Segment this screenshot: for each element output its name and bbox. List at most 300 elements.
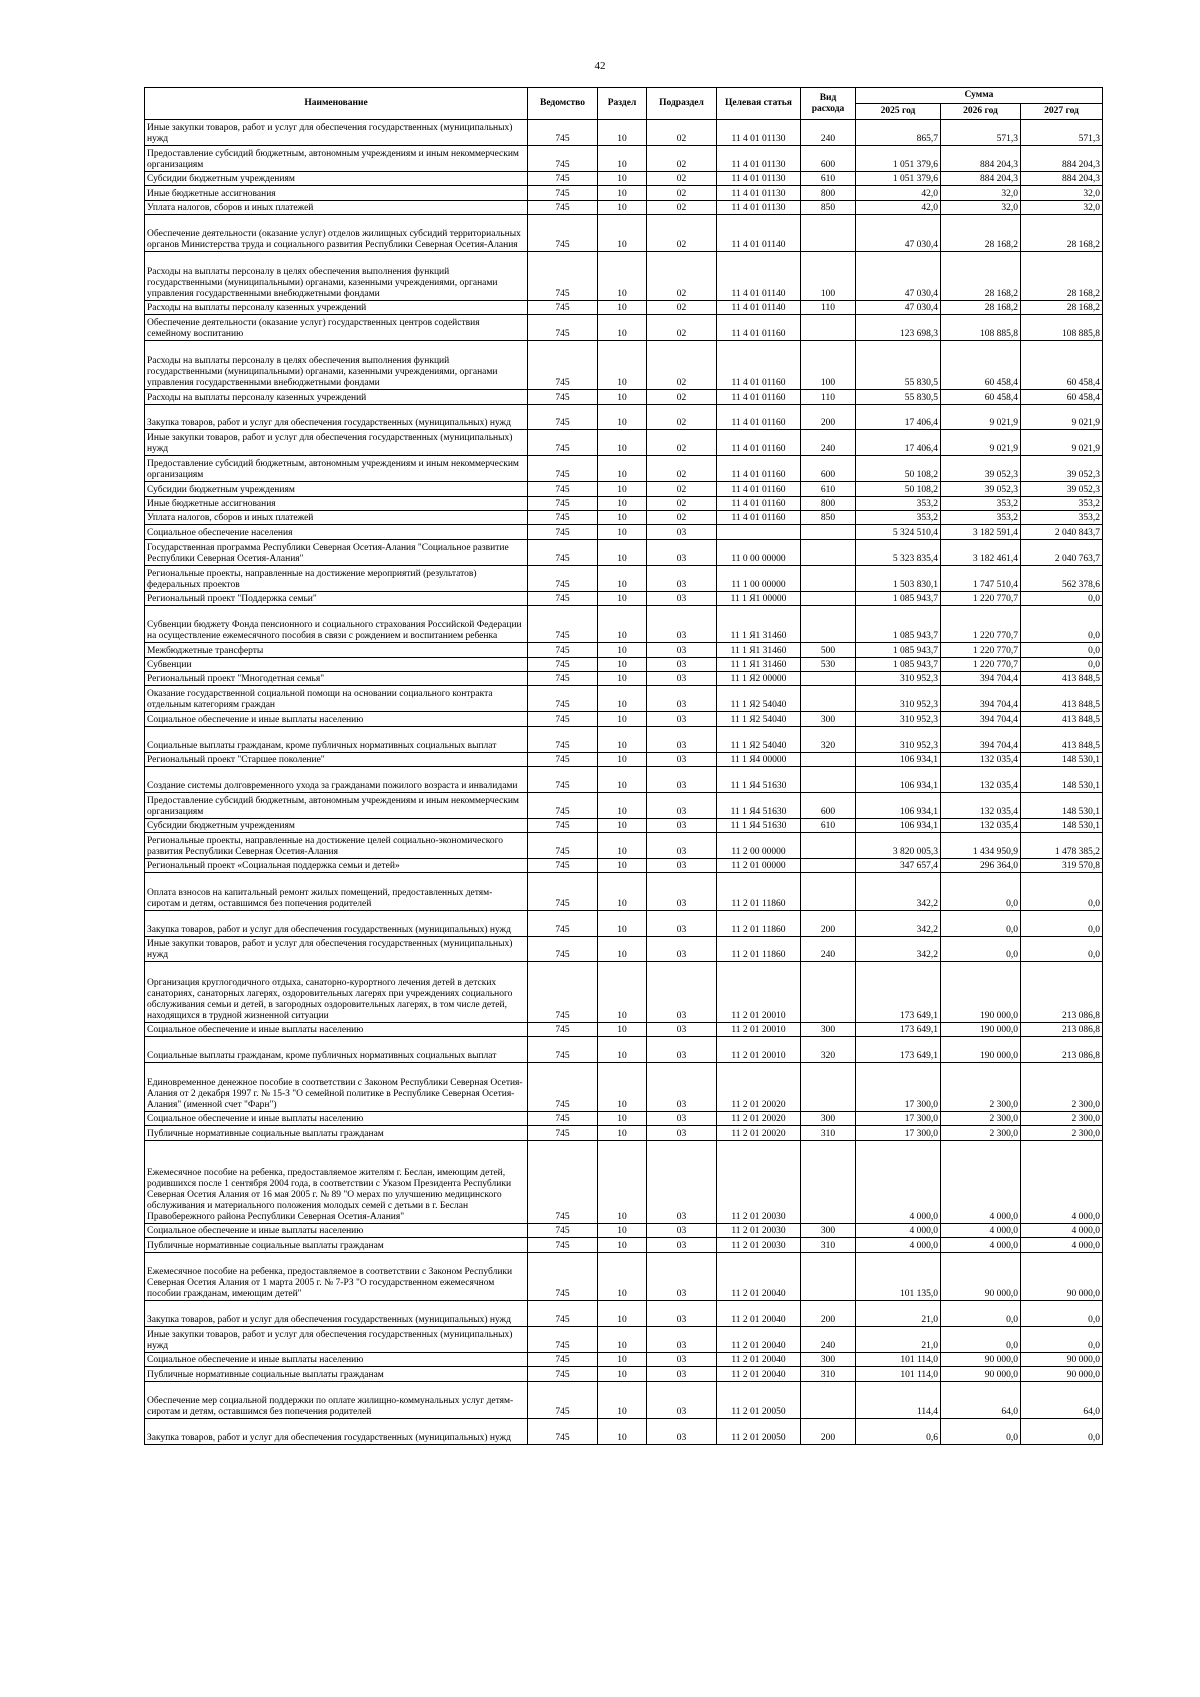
- row-name: Расходы на выплаты персоналу в целях обеспечения выполнения функций государственными (муниципальными) органами, казенными учреждениями, органами управления государственными внебюджетными фондами: [145, 341, 528, 390]
- row-target-article: 11 2 01 20040: [717, 1353, 801, 1367]
- row-amount-2025: 101 114,0: [856, 1367, 941, 1381]
- row-amount-2027: 28 168,2: [1021, 252, 1103, 301]
- row-subsection: 02: [647, 145, 717, 171]
- row-amount-2026: 39 052,3: [941, 456, 1021, 482]
- row-amount-2027: 0,0: [1021, 643, 1103, 657]
- row-department: 745: [528, 430, 598, 456]
- row-department: 745: [528, 1419, 598, 1445]
- row-department: 745: [528, 145, 598, 171]
- row-name: Расходы на выплаты персоналу казенных учреждений: [145, 390, 528, 404]
- table-row: [145, 1252, 1103, 1301]
- row-target-article: 11 4 01 01160: [717, 430, 801, 456]
- row-amount-2026: 28 168,2: [941, 301, 1021, 315]
- row-section: 10: [598, 482, 647, 496]
- row-amount-2027: 413 848,5: [1021, 672, 1103, 686]
- table-row: [145, 1301, 1103, 1327]
- header-section: Раздел: [598, 88, 647, 120]
- row-section: 10: [598, 496, 647, 510]
- table-row: [145, 120, 1103, 146]
- table-row: [145, 591, 1103, 605]
- row-amount-2025: 342,2: [856, 873, 941, 910]
- row-name: Предоставление субсидий бюджетным, автономным учреждениям и иным некоммерческим организациям: [145, 145, 528, 171]
- row-name: Региональный проект "Старшее поколение": [145, 752, 528, 766]
- row-department: 745: [528, 510, 598, 524]
- row-department: 745: [528, 1252, 598, 1301]
- row-amount-2025: 173 649,1: [856, 962, 941, 1022]
- row-expense-type: [801, 605, 856, 642]
- row-section: 10: [598, 1327, 647, 1353]
- row-amount-2027: 0,0: [1021, 591, 1103, 605]
- row-target-article: 11 4 01 01140: [717, 214, 801, 251]
- table-row: [145, 214, 1103, 251]
- row-target-article: 11 4 01 01130: [717, 120, 801, 146]
- row-expense-type: 240: [801, 120, 856, 146]
- row-target-article: 11 4 01 01130: [717, 145, 801, 171]
- row-department: 745: [528, 605, 598, 642]
- row-amount-2027: 413 848,5: [1021, 712, 1103, 726]
- row-section: 10: [598, 591, 647, 605]
- row-amount-2026: 1 220 770,7: [941, 643, 1021, 657]
- table-row: [145, 456, 1103, 482]
- row-name: Ежемесячное пособие на ребенка, предоставляемое жителям г. Беслан, имеющим детей, родившихся после 1 сентября 2004 года, в соответствии с Указом Президента Республики Северная Осетия Алания от 16 мая 2005 г. № 89 "О мерах по улучшению медицинского обслуживания и материального положения молодых семей с детьми в г. Беслан Правобережного района Республики Северная Осетия-Алания": [145, 1140, 528, 1223]
- row-expense-type: 600: [801, 145, 856, 171]
- row-section: 10: [598, 200, 647, 214]
- row-expense-type: 110: [801, 390, 856, 404]
- row-amount-2027: 2 300,0: [1021, 1063, 1103, 1112]
- row-amount-2026: 4 000,0: [941, 1140, 1021, 1223]
- row-expense-type: [801, 1063, 856, 1112]
- row-expense-type: 200: [801, 1419, 856, 1445]
- row-amount-2025: 310 952,3: [856, 672, 941, 686]
- row-subsection: 02: [647, 120, 717, 146]
- row-target-article: 11 1 Я1 00000: [717, 591, 801, 605]
- row-amount-2026: 64,0: [941, 1381, 1021, 1418]
- row-amount-2026: 0,0: [941, 1419, 1021, 1445]
- row-section: 10: [598, 1419, 647, 1445]
- row-amount-2025: 50 108,2: [856, 482, 941, 496]
- row-name: Публичные нормативные социальные выплаты гражданам: [145, 1238, 528, 1252]
- row-amount-2025: 1 051 379,6: [856, 171, 941, 185]
- row-amount-2026: 39 052,3: [941, 482, 1021, 496]
- row-amount-2026: 90 000,0: [941, 1252, 1021, 1301]
- row-subsection: 03: [647, 752, 717, 766]
- row-amount-2026: 884 204,3: [941, 145, 1021, 171]
- row-amount-2026: 571,3: [941, 120, 1021, 146]
- row-amount-2027: 148 530,1: [1021, 792, 1103, 818]
- row-department: 745: [528, 120, 598, 146]
- row-amount-2026: 4 000,0: [941, 1238, 1021, 1252]
- row-subsection: 03: [647, 818, 717, 832]
- row-amount-2026: 60 458,4: [941, 341, 1021, 390]
- row-amount-2025: 21,0: [856, 1301, 941, 1327]
- row-name: Социальное обеспечение и иные выплаты населению: [145, 1223, 528, 1237]
- row-name: Региональный проект "Многодетная семья": [145, 672, 528, 686]
- row-amount-2025: 21,0: [856, 1327, 941, 1353]
- row-amount-2026: 108 885,8: [941, 315, 1021, 341]
- row-department: 745: [528, 962, 598, 1022]
- row-department: 745: [528, 565, 598, 591]
- row-name: Иные закупки товаров, работ и услуг для обеспечения государственных (муниципальных) нужд: [145, 430, 528, 456]
- row-amount-2025: 342,2: [856, 910, 941, 936]
- row-expense-type: 850: [801, 510, 856, 524]
- row-name: Оплата взносов на капитальный ремонт жилых помещений, предоставленных детям-сиротам и детям, оставшимся без попечения родителей: [145, 873, 528, 910]
- row-section: 10: [598, 686, 647, 712]
- row-expense-type: [801, 962, 856, 1022]
- row-name: Обеспечение мер социальной поддержки по оплате жилищно-коммунальных услуг детям-сиротам и детям, оставшимся без попечения родителей: [145, 1381, 528, 1418]
- row-section: 10: [598, 430, 647, 456]
- row-amount-2025: 0,6: [856, 1419, 941, 1445]
- row-target-article: 11 2 01 20040: [717, 1327, 801, 1353]
- row-expense-type: 300: [801, 712, 856, 726]
- row-section: 10: [598, 252, 647, 301]
- row-section: 10: [598, 1063, 647, 1112]
- row-expense-type: [801, 1140, 856, 1223]
- row-name: Субвенции бюджету Фонда пенсионного и социального страхования Российской Федерации на осуществление ежемесячного пособия в связи с рождением и воспитанием ребенка: [145, 605, 528, 642]
- row-amount-2025: 106 934,1: [856, 752, 941, 766]
- row-amount-2026: 90 000,0: [941, 1367, 1021, 1381]
- row-subsection: 03: [647, 1037, 717, 1063]
- row-expense-type: 320: [801, 1037, 856, 1063]
- table-row: [145, 301, 1103, 315]
- row-name: Социальное обеспечение и иные выплаты населению: [145, 1022, 528, 1036]
- row-amount-2027: 32,0: [1021, 200, 1103, 214]
- row-amount-2025: 310 952,3: [856, 686, 941, 712]
- row-name: Социальные выплаты гражданам, кроме публичных нормативных социальных выплат: [145, 726, 528, 752]
- row-target-article: 11 2 01 20050: [717, 1419, 801, 1445]
- row-amount-2025: 5 323 835,4: [856, 539, 941, 565]
- row-name: Иные закупки товаров, работ и услуг для обеспечения государственных (муниципальных) нужд: [145, 1327, 528, 1353]
- row-department: 745: [528, 643, 598, 657]
- table-row: [145, 1037, 1103, 1063]
- row-amount-2026: 132 035,4: [941, 752, 1021, 766]
- row-amount-2026: 90 000,0: [941, 1353, 1021, 1367]
- row-amount-2026: 132 035,4: [941, 818, 1021, 832]
- row-expense-type: [801, 525, 856, 539]
- row-name: Социальное обеспечение населения: [145, 525, 528, 539]
- row-amount-2026: 3 182 591,4: [941, 525, 1021, 539]
- row-name: Предоставление субсидий бюджетным, автономным учреждениям и иным некоммерческим организациям: [145, 792, 528, 818]
- table-row: [145, 145, 1103, 171]
- row-name: Закупка товаров, работ и услуг для обеспечения государственных (муниципальных) нужд: [145, 404, 528, 430]
- row-amount-2027: 0,0: [1021, 605, 1103, 642]
- row-target-article: 11 4 01 01160: [717, 496, 801, 510]
- row-amount-2025: 353,2: [856, 496, 941, 510]
- row-name: Предоставление субсидий бюджетным, автономным учреждениям и иным некоммерческим организациям: [145, 456, 528, 482]
- table-row: [145, 1223, 1103, 1237]
- row-expense-type: 240: [801, 1327, 856, 1353]
- row-section: 10: [598, 873, 647, 910]
- row-department: 745: [528, 1140, 598, 1223]
- row-name: Региональный проект «Социальная поддержка семьи и детей»: [145, 859, 528, 873]
- row-department: 745: [528, 1126, 598, 1140]
- row-amount-2026: 394 704,4: [941, 686, 1021, 712]
- row-amount-2025: 3 820 005,3: [856, 833, 941, 859]
- row-amount-2027: 213 086,8: [1021, 1022, 1103, 1036]
- row-amount-2027: 60 458,4: [1021, 390, 1103, 404]
- row-name: Региональные проекты, направленные на достижение целей социально-экономического развития Республики Северная Осетия-Алания: [145, 833, 528, 859]
- row-expense-type: 100: [801, 252, 856, 301]
- row-amount-2027: 2 300,0: [1021, 1111, 1103, 1125]
- row-amount-2027: 90 000,0: [1021, 1353, 1103, 1367]
- table-row: [145, 1126, 1103, 1140]
- row-amount-2027: 884 204,3: [1021, 171, 1103, 185]
- row-target-article: 11 2 01 20050: [717, 1381, 801, 1418]
- row-name: Создание системы долговременного ухода за гражданами пожилого возраста и инвалидами: [145, 766, 528, 792]
- row-amount-2026: 296 364,0: [941, 859, 1021, 873]
- row-section: 10: [598, 1238, 647, 1252]
- row-amount-2026: 9 021,9: [941, 430, 1021, 456]
- row-expense-type: [801, 873, 856, 910]
- row-expense-type: [801, 766, 856, 792]
- page-number: 42: [594, 60, 606, 72]
- row-amount-2027: 319 570,8: [1021, 859, 1103, 873]
- row-target-article: 11 2 01 20030: [717, 1223, 801, 1237]
- row-section: 10: [598, 910, 647, 936]
- row-expense-type: 610: [801, 171, 856, 185]
- row-amount-2027: 148 530,1: [1021, 752, 1103, 766]
- row-subsection: 02: [647, 390, 717, 404]
- row-subsection: 03: [647, 859, 717, 873]
- header-target-article: Целевая статья: [717, 88, 801, 120]
- row-department: 745: [528, 686, 598, 712]
- row-department: 745: [528, 1022, 598, 1036]
- table-row: [145, 1140, 1103, 1223]
- row-department: 745: [528, 341, 598, 390]
- row-amount-2025: 4 000,0: [856, 1223, 941, 1237]
- table-body: [145, 120, 1103, 1445]
- row-amount-2027: 108 885,8: [1021, 315, 1103, 341]
- row-expense-type: 610: [801, 818, 856, 832]
- row-amount-2027: 0,0: [1021, 910, 1103, 936]
- table-row: [145, 510, 1103, 524]
- row-expense-type: 310: [801, 1367, 856, 1381]
- table-row: [145, 186, 1103, 200]
- row-subsection: 03: [647, 936, 717, 962]
- row-name: Иные закупки товаров, работ и услуг для обеспечения государственных (муниципальных) нужд: [145, 120, 528, 146]
- row-department: 745: [528, 525, 598, 539]
- row-target-article: 11 2 01 11860: [717, 910, 801, 936]
- row-target-article: 11 4 01 01160: [717, 482, 801, 496]
- row-amount-2025: 1 503 830,1: [856, 565, 941, 591]
- row-expense-type: 800: [801, 496, 856, 510]
- table-row: [145, 1022, 1103, 1036]
- table-row: [145, 873, 1103, 910]
- row-expense-type: 300: [801, 1111, 856, 1125]
- row-department: 745: [528, 186, 598, 200]
- row-target-article: 11 2 01 20010: [717, 962, 801, 1022]
- row-name: Социальное обеспечение и иные выплаты населению: [145, 712, 528, 726]
- row-target-article: 11 4 01 01160: [717, 456, 801, 482]
- row-section: 10: [598, 643, 647, 657]
- row-expense-type: 530: [801, 657, 856, 671]
- row-department: 745: [528, 859, 598, 873]
- row-amount-2025: 42,0: [856, 200, 941, 214]
- row-department: 745: [528, 390, 598, 404]
- row-section: 10: [598, 565, 647, 591]
- table-row: [145, 1367, 1103, 1381]
- row-amount-2027: 4 000,0: [1021, 1223, 1103, 1237]
- row-subsection: 03: [647, 565, 717, 591]
- row-target-article: 11 4 01 01160: [717, 390, 801, 404]
- row-subsection: 03: [647, 1252, 717, 1301]
- row-expense-type: 110: [801, 301, 856, 315]
- header-expense-type: Вид расхода: [801, 88, 856, 120]
- row-section: 10: [598, 539, 647, 565]
- row-name: Социальное обеспечение и иные выплаты населению: [145, 1111, 528, 1125]
- row-section: 10: [598, 833, 647, 859]
- row-department: 745: [528, 766, 598, 792]
- row-amount-2026: 884 204,3: [941, 171, 1021, 185]
- row-amount-2026: 394 704,4: [941, 712, 1021, 726]
- table-row: [145, 1111, 1103, 1125]
- table-row: [145, 1419, 1103, 1445]
- row-section: 10: [598, 186, 647, 200]
- row-target-article: 11 1 00 00000: [717, 565, 801, 591]
- row-amount-2027: 413 848,5: [1021, 686, 1103, 712]
- row-department: 745: [528, 910, 598, 936]
- table-row: [145, 1381, 1103, 1418]
- table-row: [145, 792, 1103, 818]
- row-department: 745: [528, 1301, 598, 1327]
- row-target-article: 11 2 01 20040: [717, 1252, 801, 1301]
- row-amount-2025: 1 051 379,6: [856, 145, 941, 171]
- row-amount-2027: 0,0: [1021, 1419, 1103, 1445]
- row-department: 745: [528, 591, 598, 605]
- row-amount-2025: 1 085 943,7: [856, 605, 941, 642]
- row-section: 10: [598, 766, 647, 792]
- row-expense-type: 610: [801, 482, 856, 496]
- row-amount-2026: 2 300,0: [941, 1063, 1021, 1112]
- row-amount-2027: 571,3: [1021, 120, 1103, 146]
- row-amount-2027: 148 530,1: [1021, 818, 1103, 832]
- row-subsection: 02: [647, 252, 717, 301]
- row-amount-2027: 39 052,3: [1021, 482, 1103, 496]
- row-name: Социальные выплаты гражданам, кроме публичных нормативных социальных выплат: [145, 1037, 528, 1063]
- row-section: 10: [598, 315, 647, 341]
- row-amount-2027: 213 086,8: [1021, 962, 1103, 1022]
- row-target-article: 11 4 01 01160: [717, 404, 801, 430]
- row-subsection: 02: [647, 214, 717, 251]
- row-subsection: 03: [647, 1353, 717, 1367]
- row-section: 10: [598, 214, 647, 251]
- row-name: Организация круглогодичного отдыха, санаторно-курортного лечения детей в детских санаториях, санаторных лагерях, оздоровительных лагерях при учреждениях социального обслуживания семьи и детей, в загородных оздоровительных лагерях, в том числе детей, находящихся в трудной жизненной ситуации: [145, 962, 528, 1022]
- row-subsection: 02: [647, 200, 717, 214]
- row-subsection: 03: [647, 525, 717, 539]
- row-name: Иные закупки товаров, работ и услуг для обеспечения государственных (муниципальных) нужд: [145, 936, 528, 962]
- row-subsection: 03: [647, 1140, 717, 1223]
- table-row: [145, 315, 1103, 341]
- row-expense-type: [801, 752, 856, 766]
- row-department: 745: [528, 482, 598, 496]
- row-department: 745: [528, 456, 598, 482]
- row-amount-2026: 60 458,4: [941, 390, 1021, 404]
- table-row: [145, 200, 1103, 214]
- row-department: 745: [528, 1223, 598, 1237]
- row-department: 745: [528, 171, 598, 185]
- row-section: 10: [598, 792, 647, 818]
- row-target-article: 11 2 01 20020: [717, 1126, 801, 1140]
- row-name: Субсидии бюджетным учреждениям: [145, 171, 528, 185]
- row-subsection: 03: [647, 1126, 717, 1140]
- row-subsection: 03: [647, 657, 717, 671]
- row-section: 10: [598, 1111, 647, 1125]
- table-row: [145, 171, 1103, 185]
- row-department: 745: [528, 833, 598, 859]
- row-expense-type: 240: [801, 430, 856, 456]
- row-amount-2026: 3 182 461,4: [941, 539, 1021, 565]
- row-amount-2027: 0,0: [1021, 873, 1103, 910]
- row-amount-2025: 17 300,0: [856, 1111, 941, 1125]
- row-target-article: 11 2 01 11860: [717, 873, 801, 910]
- row-target-article: 11 1 Я4 51630: [717, 766, 801, 792]
- row-amount-2027: 353,2: [1021, 496, 1103, 510]
- row-target-article: 11 4 01 01160: [717, 510, 801, 524]
- row-subsection: 03: [647, 1111, 717, 1125]
- row-amount-2026: 1 220 770,7: [941, 657, 1021, 671]
- table-row: [145, 496, 1103, 510]
- row-target-article: 11 2 01 20040: [717, 1367, 801, 1381]
- row-name: Закупка товаров, работ и услуг для обеспечения государственных (муниципальных) нужд: [145, 910, 528, 936]
- row-amount-2026: 0,0: [941, 936, 1021, 962]
- row-department: 745: [528, 539, 598, 565]
- row-amount-2027: 90 000,0: [1021, 1367, 1103, 1381]
- table-row: [145, 766, 1103, 792]
- row-amount-2025: 106 934,1: [856, 818, 941, 832]
- row-subsection: 03: [647, 1301, 717, 1327]
- row-expense-type: 310: [801, 1126, 856, 1140]
- row-amount-2027: 32,0: [1021, 186, 1103, 200]
- row-amount-2025: 42,0: [856, 186, 941, 200]
- row-section: 10: [598, 171, 647, 185]
- table-row: [145, 525, 1103, 539]
- row-subsection: 03: [647, 1381, 717, 1418]
- row-amount-2027: 353,2: [1021, 510, 1103, 524]
- table-row: [145, 859, 1103, 873]
- row-amount-2027: 0,0: [1021, 936, 1103, 962]
- row-amount-2025: 50 108,2: [856, 456, 941, 482]
- row-name: Единовременное денежное пособие в соответствии с Законом Республики Северная Осетия-Алания от 2 декабря 1997 г. № 15-З "О семейной политике в Республике Северная Осетия-Алания" (именной счет "Фарн"): [145, 1063, 528, 1112]
- row-amount-2026: 394 704,4: [941, 672, 1021, 686]
- row-subsection: 03: [647, 643, 717, 657]
- row-expense-type: 600: [801, 792, 856, 818]
- table-row: [145, 1327, 1103, 1353]
- row-name: Государственная программа Республики Северная Осетия-Алания "Социальное развитие Республики Северная Осетия-Алания": [145, 539, 528, 565]
- budget-table: [144, 87, 1103, 1445]
- row-amount-2026: 1 747 510,4: [941, 565, 1021, 591]
- row-department: 745: [528, 726, 598, 752]
- table-row: [145, 818, 1103, 832]
- row-section: 10: [598, 1037, 647, 1063]
- row-department: 745: [528, 936, 598, 962]
- row-target-article: 11 1 Я1 31460: [717, 605, 801, 642]
- row-department: 745: [528, 1367, 598, 1381]
- row-subsection: 02: [647, 341, 717, 390]
- row-expense-type: [801, 1252, 856, 1301]
- row-subsection: 03: [647, 1238, 717, 1252]
- row-amount-2025: 4 000,0: [856, 1140, 941, 1223]
- row-amount-2027: 90 000,0: [1021, 1252, 1103, 1301]
- row-amount-2025: 106 934,1: [856, 792, 941, 818]
- row-expense-type: 600: [801, 456, 856, 482]
- row-expense-type: [801, 1381, 856, 1418]
- table-row: [145, 657, 1103, 671]
- row-name: Иные бюджетные ассигнования: [145, 496, 528, 510]
- row-target-article: 11 2 01 20040: [717, 1301, 801, 1327]
- table-row: [145, 1353, 1103, 1367]
- row-subsection: 03: [647, 962, 717, 1022]
- row-section: 10: [598, 404, 647, 430]
- row-amount-2025: 114,4: [856, 1381, 941, 1418]
